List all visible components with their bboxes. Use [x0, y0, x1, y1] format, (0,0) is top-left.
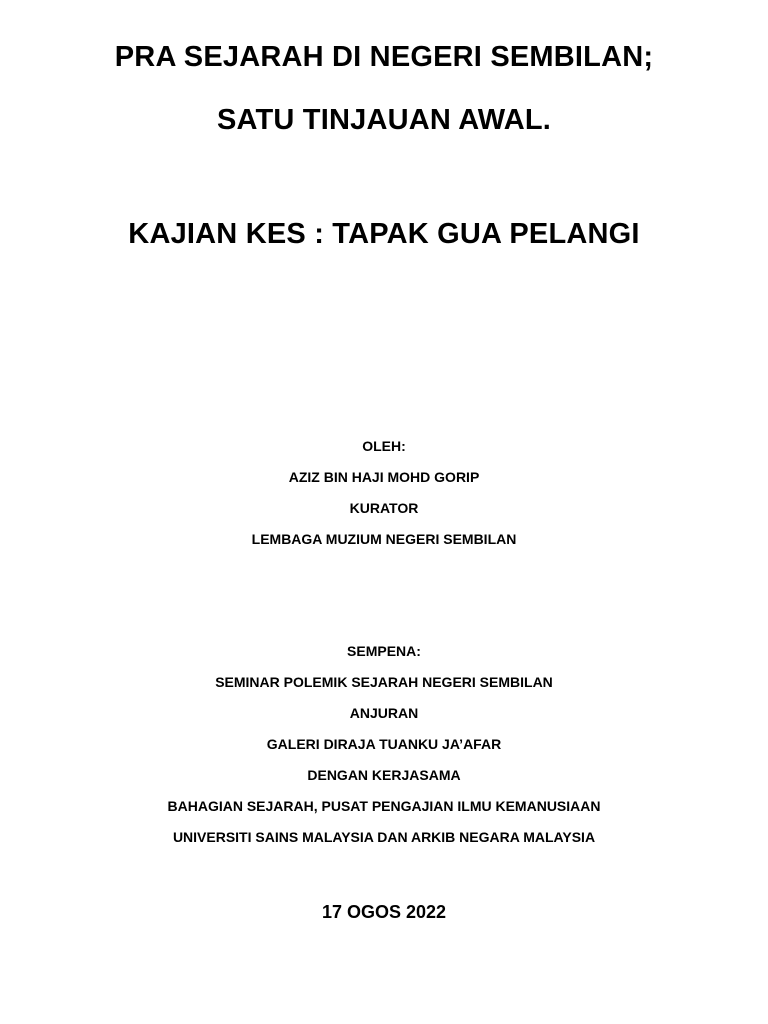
- organized-label: ANJURAN: [349, 705, 419, 721]
- document-title-line-2: SATU TINJAUAN AWAL.: [216, 104, 552, 136]
- author-position: KURATOR: [349, 500, 419, 516]
- event-name: SEMINAR POLEMIK SEJARAH NEGERI SEMBILAN: [215, 674, 553, 690]
- partner-line-2: UNIVERSITI SAINS MALAYSIA DAN ARKIB NEGARA MALAYSIA: [172, 829, 596, 845]
- event-label: SEMPENA:: [347, 643, 421, 659]
- author-name: AZIZ BIN HAJI MOHD GORIP: [288, 469, 480, 485]
- collaboration-label: DENGAN KERJASAMA: [307, 767, 461, 783]
- document-title-line-1: PRA SEJARAH DI NEGERI SEMBILAN;: [114, 41, 654, 73]
- organizer-name: GALERI DIRAJA TUANKU JA’AFAR: [266, 736, 502, 752]
- case-study-heading: KAJIAN KES : TAPAK GUA PELANGI: [128, 218, 640, 250]
- document-date: 17 OGOS 2022: [321, 902, 447, 922]
- author-label: OLEH:: [362, 438, 406, 454]
- partner-line-1: BAHAGIAN SEJARAH, PUSAT PENGAJIAN ILMU KEMANUSIAAN: [167, 798, 601, 814]
- author-organization: LEMBAGA MUZIUM NEGERI SEMBILAN: [251, 531, 517, 547]
